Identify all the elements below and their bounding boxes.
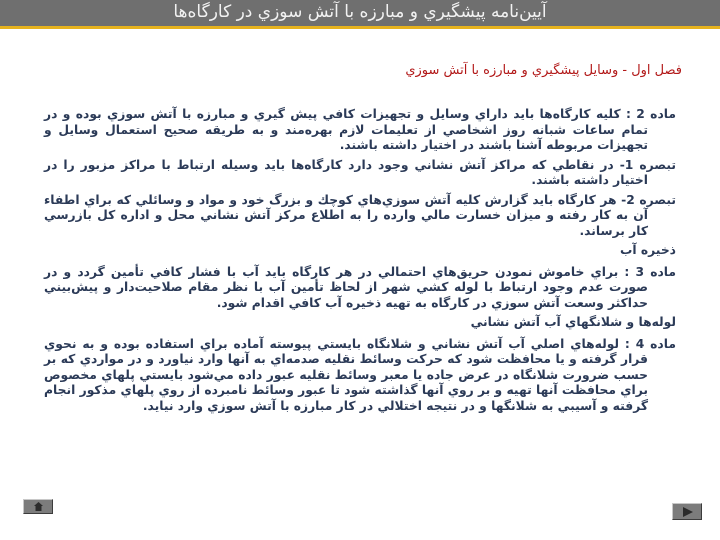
note-2: تبصره 2- هر كارگاه بايد گزارش كليه آتش سوزي‌هاي كوچك و بزرگ خود و مواد و وسائلي كه براي اطفاء آن به كار رفته و ميزان خسارت مالي وارده را به اطلاع مركز آتش نشاني محل و اداره كل بازرسي كار برساند. (44, 192, 676, 238)
home-button[interactable] (23, 499, 53, 514)
title-bar (0, 0, 720, 29)
play-next-icon (683, 507, 693, 517)
page-title: آيين‌نامه پيشگيري و مبارزه با آتش سوزي در كارگاه‌ها (173, 2, 547, 22)
next-slide-button[interactable] (672, 503, 702, 520)
section-heading-fire-hoses: لوله‌ها و شلانگهاي آب آتش نشاني (470, 315, 676, 329)
note-1: تبصره 1- در نقاطي كه مراكز آتش نشاني وجود دارد كارگاه‌ها بايد وسيله ارتباط با مراكز مزبور را در اختيار داشته باشند. (44, 157, 676, 187)
article-2: ماده 2 : كليه كارگاه‌ها بايد داراي وسايل و تجهيزات كافي پيش گيري و مبارزه با آتش سوزي بوده و در تمام ساعات شبانه روز اشخاصي از تعليمات لازم بهره‌مند و به طريقه صحيح استعمال وسايل و تجهيزات مربوطه آشنا باشند در اختيار داشته باشند. (44, 107, 676, 152)
chapter-title: فصل اول - وسايل پيشگيري و مبارزه با آتش سوزي (405, 63, 682, 78)
article-3: ماده 3 : براي خاموش نمودن حريق‌هاي احتمالي در هر كارگاه بايد آب با فشار كافي تأمين گردد و در صورت عدم وجود ارتباط با لوله كشي شهر از لحاظ تأمين آب با نظر مقام صلاحيت‌دار و پيش‌بيني حداكثر وسعت آتش سوزي در كارگاه به تهيه ذخيره آب كافي اقدام شود. (44, 264, 676, 310)
article-4: ماده 4 : لوله‌هاي اصلي آب آتش نشاني و شلانگاه بايستي پيوسته آماده براي استفاده بوده و به نحوي قرار گرفته و يا محافظت شود كه حركت وسائط نقليه صدمه‌اي به آنها وارد نياورد و در مواردي كه بر حسب ضرورت شلانگاه در عرض جاده يا معبر وسائط نقليه عبور داده مي‌شود بايستي پلهاي مخصوص براي محافظت آنها تهيه و بر روي آنها گذاشته شود تا عبور وسائط نامبرده از روي پلهاي مذكور انجام گرفته و آسيبي به شلانگها و در نتيجه اختلالي در كار مبارزه با آتش سوزي وارد نيايد. (44, 336, 676, 413)
home-icon (34, 502, 43, 511)
document-body (44, 107, 676, 418)
section-heading-water-storage: ذخيره آب (620, 243, 676, 257)
